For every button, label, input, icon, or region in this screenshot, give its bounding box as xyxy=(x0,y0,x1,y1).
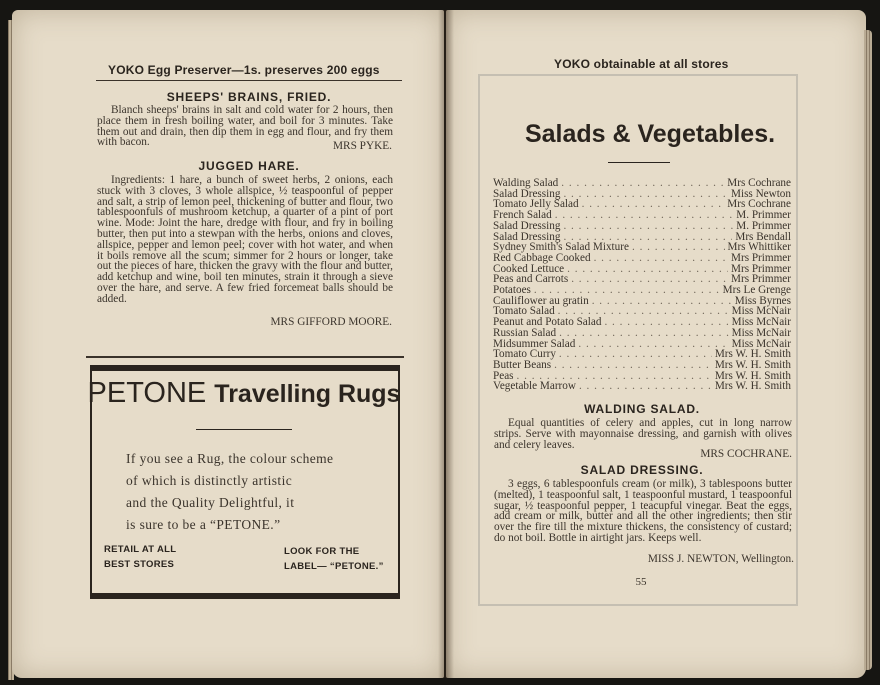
advert-copy-line: and the Quality Delightful, it xyxy=(126,495,295,510)
index-entry-author: Mrs Whittiker xyxy=(727,241,791,254)
recipe-index xyxy=(493,178,791,392)
advert-footer-line: LOOK FOR THE xyxy=(284,546,360,557)
index-entry-author: Mrs Le Grenge xyxy=(722,284,791,297)
advert-copy-line: is sure to be a “PETONE.” xyxy=(126,517,281,532)
index-entry-title: Salad Dressing xyxy=(493,230,561,243)
index-entry-author: Mrs Primmer xyxy=(731,262,791,275)
index-entry-author: M. Primmer xyxy=(736,219,791,232)
chapter-rule xyxy=(608,162,670,163)
chapter-title: Salads & Vegetables. xyxy=(524,120,776,148)
recipe-text xyxy=(494,418,792,450)
index-entry-author: Mrs W. H. Smith xyxy=(714,348,791,361)
header-rule-left xyxy=(96,80,402,81)
running-head-left: YOKO Egg Preserver—1s. preserves 200 eggs xyxy=(108,63,380,77)
recipe-author: MRS COCHRANE. xyxy=(700,448,792,460)
page-number: 55 xyxy=(635,576,647,588)
index-entry-title: Tomato Salad xyxy=(493,305,555,318)
index-leader-dots xyxy=(571,274,728,285)
index-entry-title: Tomato Curry xyxy=(493,348,556,361)
petone-advertisement xyxy=(86,355,402,591)
recipe-paragraph: Blanch sheeps' brains in salt and cold water for 2 hours, then place them in fresh boiling water, and boil for 3 minutes. Take them out and drain, then dip them in egg and flour, and fry them with bacon. xyxy=(97,104,393,149)
advert-divider xyxy=(196,429,292,430)
index-entry-author: Mrs Primmer xyxy=(731,273,791,286)
advert-brand: PETONE xyxy=(87,377,207,409)
index-leader-dots xyxy=(594,253,728,264)
index-entry-author: Mrs Primmer xyxy=(731,251,791,264)
index-entry-title: Tomato Jelly Salad xyxy=(493,198,579,211)
index-leader-dots xyxy=(592,296,732,307)
index-leader-dots xyxy=(579,381,712,392)
index-entry-title: Cauliflower au gratin xyxy=(493,294,589,307)
advert-footer-line: RETAIL AT ALL xyxy=(104,544,177,555)
index-leader-dots xyxy=(563,189,728,200)
index-entry-title: Potatoes xyxy=(493,284,531,297)
advert-copy-line: If you see a Rug, the colour scheme xyxy=(126,451,334,466)
index-leader-dots xyxy=(567,264,728,275)
index-entry-title: Salad Dressing xyxy=(493,219,561,232)
index-entry-title: Russian Salad xyxy=(493,326,557,339)
index-entry-author: Mrs W. H. Smith xyxy=(714,369,791,382)
recipe-text xyxy=(97,175,393,305)
recipe-paragraph: Ingredients: 1 hare, a bunch of sweet herbs, 2 onions, each stuck with 3 cloves, 3 whole allspice, ½ teaspoonful of pepper and salt, a strip of lemon peel, thickening of butter and flour, two tablespoonfuls of mushroom ketchup, a quarter of a pint of port wine. Mode: Joint the hare, dredge with flour, and fry in boiling butter, then put into a stewpan with the herbs, onions and cloves, allspice, pepper and lemon peel; cover with hot water, and when it boils remove all the scum; simmer for 2 hours or longer, take out the pieces of hare, thicken the gravy with the flour and butter, add ketchup and wine, boil ten minutes, strain it through a sieve over the hare, and serve. A few fried forcemeat balls should be added. xyxy=(97,174,393,305)
advert-footer-left xyxy=(104,542,176,572)
advert-footer-line: BEST STORES xyxy=(104,559,175,570)
index-entry-author: Miss Newton xyxy=(731,187,791,200)
index-leader-dots xyxy=(632,242,725,253)
index-entry-author: Miss Byrnes xyxy=(734,294,791,307)
recipe-title: JUGGED HARE. xyxy=(198,159,300,173)
index-entry-author: Miss McNair xyxy=(731,326,791,339)
index-entry-title: Walding Salad xyxy=(493,177,559,189)
advert-footer-right xyxy=(284,544,384,574)
recipe-author: MRS GIFFORD MOORE. xyxy=(270,316,392,328)
index-entry-author: Mrs Bendall xyxy=(735,230,791,243)
index-entry xyxy=(493,381,791,392)
index-entry-author: M. Primmer xyxy=(736,209,791,222)
index-entry-author: Mrs W. H. Smith xyxy=(714,380,791,393)
advert-footer-line: LABEL— “PETONE.” xyxy=(284,561,384,572)
index-leader-dots xyxy=(578,339,728,350)
index-entry-title: Sydney Smith's Salad Mixture xyxy=(493,241,629,254)
advert-product: Travelling Rugs xyxy=(214,380,401,408)
index-entry-author: Mrs W. H. Smith xyxy=(714,358,791,371)
index-entry-author: Miss McNair xyxy=(731,305,791,318)
recipe-paragraph: Equal quantities of celery and apples, cut in long narrow strips. Serve with mayonnaise dressing, and garnish with olives and celery leaves. xyxy=(494,417,792,451)
index-entry-title: French Salad xyxy=(493,209,552,222)
book-gutter xyxy=(438,10,454,678)
recipe-paragraph: 3 eggs, 6 tablespoonfuls cream (or milk), 3 tablespoons butter (melted), 1 teaspoonful salt, 1 teaspoonful mustard, 1 teaspoonful sugar, ½ teaspoonful pepper, 1 teacupful vinegar. Beat the eggs, add cream or milk, butter and all the other ingredients; then stir over the fire till the mixture thickens, the consistency of custard; do not boil. Bottle in airtight jars. Keeps well. xyxy=(494,478,792,544)
index-entry-title: Peas xyxy=(493,369,514,382)
recipe-title: SALAD DRESSING. xyxy=(580,463,704,477)
recipe-author: MISS J. NEWTON, Wellington. xyxy=(647,553,794,565)
index-entry-title: Cooked Lettuce xyxy=(493,262,565,275)
index-entry xyxy=(493,328,791,339)
index-entry-author: Miss McNair xyxy=(731,337,791,350)
index-entry-title: Red Cabbage Cooked xyxy=(493,251,591,264)
index-entry xyxy=(493,221,791,232)
index-leader-dots xyxy=(561,178,724,189)
recipe-text xyxy=(494,479,792,544)
recipe-title: WALDING SALAD. xyxy=(584,402,700,416)
index-entry-title: Peanut and Potato Salad xyxy=(493,316,602,329)
recipe-title: SHEEPS' BRAINS, FRIED. xyxy=(166,90,332,104)
index-entry-title: Peas and Carrots xyxy=(493,273,569,286)
index-entry-author: Miss McNair xyxy=(731,316,791,329)
running-head-right: YOKO obtainable at all stores xyxy=(554,57,729,71)
advert-title xyxy=(86,377,402,410)
advert-copy-line: of which is distinctly artistic xyxy=(126,473,293,488)
index-entry-title: Vegetable Marrow xyxy=(493,380,576,393)
index-leader-dots xyxy=(555,210,734,221)
recipe-author: MRS PYKE. xyxy=(332,140,392,152)
index-entry-title: Butter Beans xyxy=(493,358,552,371)
index-leader-dots xyxy=(582,199,725,210)
index-entry-author: Mrs Cochrane xyxy=(727,177,791,189)
index-leader-dots xyxy=(604,317,728,328)
index-entry-title: Salad Dressing xyxy=(493,187,561,200)
page-edges-right xyxy=(864,30,872,670)
index-leader-dots xyxy=(554,360,712,371)
index-entry-title: Midsummer Salad xyxy=(493,337,576,350)
index-leader-dots xyxy=(559,328,729,339)
index-entry-author: Mrs Cochrane xyxy=(727,198,791,211)
index-leader-dots xyxy=(563,221,733,232)
index-leader-dots xyxy=(559,349,712,360)
